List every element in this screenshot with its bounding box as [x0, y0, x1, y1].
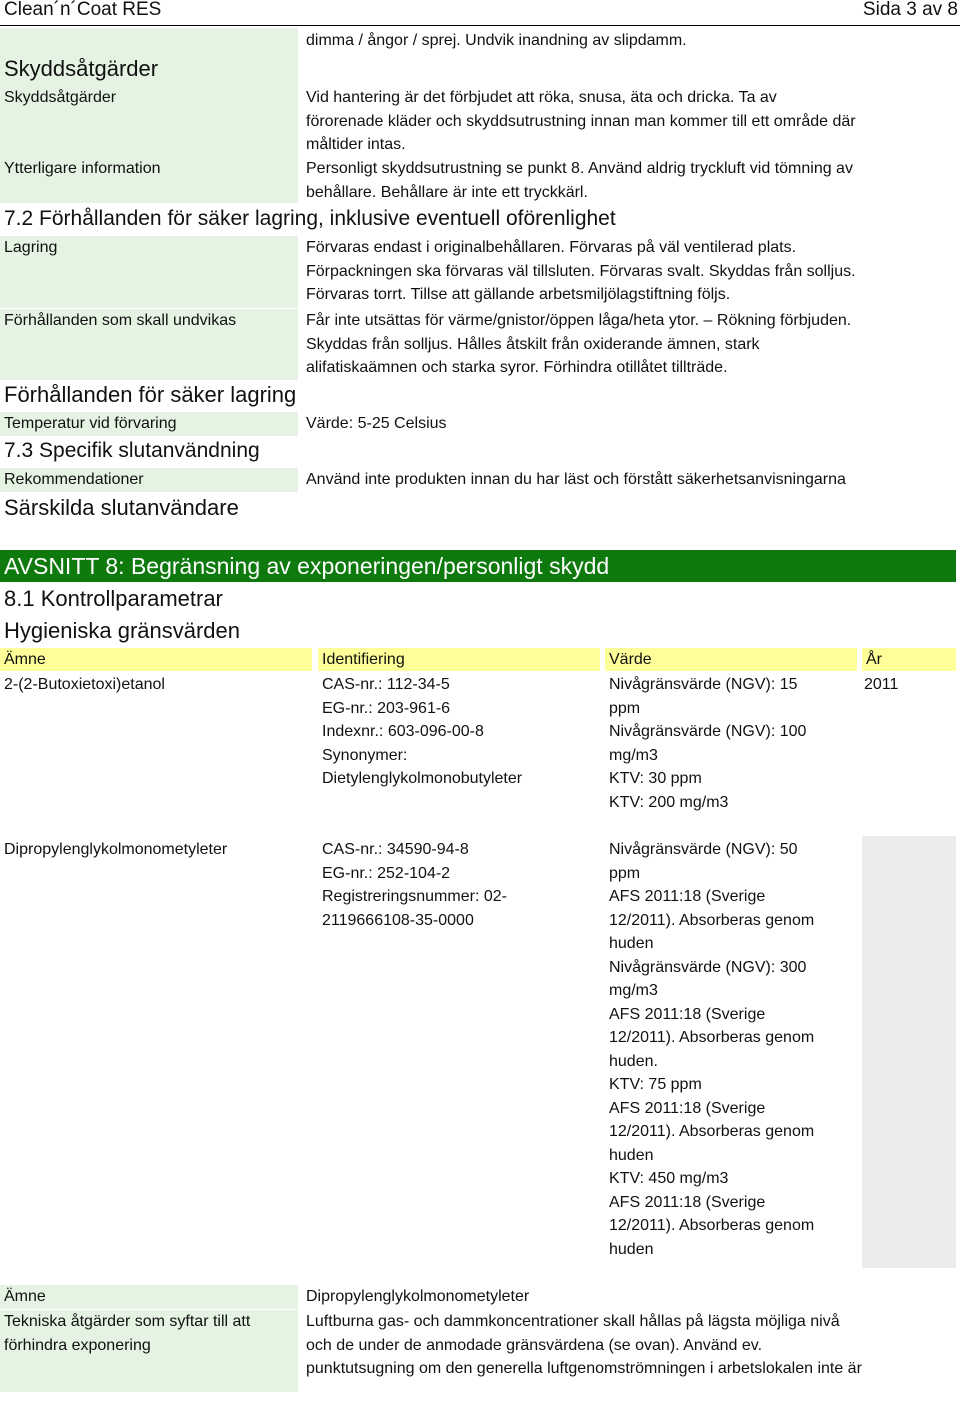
continuation-text: dimma / ångor / sprej. Undvik inandning av slipdamm.	[306, 32, 687, 49]
section-7-3-heading: 7.3 Specifik slutanvändning	[4, 439, 260, 462]
storage-label: Lagring	[0, 236, 298, 308]
section-8-banner: AVSNITT 8: Begränsning av exponeringen/personligt skydd	[0, 550, 956, 582]
col-header-identification: Identifiering	[318, 648, 600, 671]
temperature-label: Temperatur vid förvaring	[0, 412, 298, 436]
table-row-substance: Dipropylenglykolmonometyleter	[4, 841, 228, 858]
technical-measures-label: Tekniska åtgärder som syftar till att förhindra exponering	[0, 1310, 298, 1392]
storage-value: Förvaras endast i originalbehållaren. Förvaras på väl ventilerad plats. Förpackningen ska förvaras väl tillsluten. Förvaras svalt. Skyddas från solljus. Förvaras torrt. Tillse att gällande arbetsmiljölagstiftning följs.	[306, 239, 856, 303]
page-header	[0, 0, 960, 26]
section-7-2-heading: 7.2 Förhållanden för säker lagring, inklusive eventuell oförenlighet	[4, 207, 616, 230]
protection-heading: Skyddsåtgärder	[4, 56, 159, 81]
protection-row-label: Skyddsåtgärder	[4, 89, 117, 106]
document-title: Clean´n´Coat RES	[4, 0, 162, 20]
additional-info-value: Personligt skyddsutrustning se punkt 8. Använd aldrig tryckluft vid tömning av behållare. Behållare är inte ett tryckkärl.	[306, 160, 853, 201]
protection-row-value: Vid hantering är det förbjudet att röka, snusa, äta och dricka. Ta av förorenade kläder och skyddsutrustning innan man kommer till ett område där måltider intas.	[306, 89, 856, 153]
avoid-conditions-value: Får inte utsättas för värme/gnistor/öppen låga/heta ytor. – Rökning förbjuden. Skyddas från solljus. Hålles åtskilt från oxiderande ämnen, stark alifatiskaämnen och starka syror. Förhindra otillåtet tillträde.	[306, 312, 852, 376]
substance-label: Ämne	[0, 1285, 298, 1309]
table-row-substance: 2-(2-Butoxietoxi)etanol	[4, 676, 165, 693]
continuation-label-cell	[0, 28, 298, 53]
technical-measures-value: Luftburna gas- och dammkoncentrationer skall hållas på lägsta möjliga nivå och de under de anmodade gränsvärdena (se ovan). Använd ev. punktutsugning om den generella luftgenomströmningen i arbetslokalen inte är	[306, 1313, 862, 1377]
table-row-value: Nivågränsvärde (NGV): 50 ppm AFS 2011:18 (Sverige 12/2011). Absorberas genom huden Nivågränsvärde (NGV): 300 mg/m3 AFS 2011:18 (Sverige 12/2011). Absorberas genom huden. KTV: 75 ppm AFS 2011:18 (Sverige 12/2011). Absorberas genom huden KTV: 450 mg/m3 AFS 2011:18 (Sverige 12/2011). Absorberas genom huden	[609, 841, 815, 1258]
protection-heading-cell	[0, 53, 298, 85]
page-number: Sida 3 av 8	[862, 0, 958, 20]
additional-info-label: Ytterligare information	[4, 160, 161, 177]
special-end-users-heading: Särskilda slutanvändare	[4, 495, 239, 520]
avoid-conditions-label: Förhållanden som skall undvikas	[0, 309, 298, 380]
table-row-identification: CAS-nr.: 112-34-5 EG-nr.: 203-961-6 Indexnr.: 603-096-00-8 Synonymer: Dietylenglykolmonobutyleter	[322, 676, 523, 787]
temperature-value: Värde: 5-25 Celsius	[306, 415, 447, 432]
recommendations-value: Använd inte produkten innan du har läst och förstått säkerhetsanvisningarna	[306, 471, 846, 488]
col-header-value: Värde	[605, 648, 857, 671]
table-row-value: Nivågränsvärde (NGV): 15 ppm Nivågränsvärde (NGV): 100 mg/m3 KTV: 30 ppm KTV: 200 mg/m3	[609, 676, 807, 811]
recommendations-label: Rekommendationer	[0, 468, 298, 492]
year-cell-empty	[862, 836, 956, 1268]
col-header-year: År	[862, 648, 956, 671]
col-header-substance: Ämne	[0, 648, 312, 671]
storage-conditions-heading: Förhållanden för säker lagring	[4, 382, 297, 407]
exposure-limits-heading: Hygieniska gränsvärden	[4, 618, 241, 643]
table-row-identification: CAS-nr.: 34590-94-8 EG-nr.: 252-104-2 Registreringsnummer: 02- 2119666108-35-0000	[322, 841, 507, 929]
substance-value: Dipropylenglykolmonometyleter	[306, 1288, 530, 1305]
section-8-1-heading: 8.1 Kontrollparametrar	[4, 586, 223, 611]
table-row-year: 2011	[864, 676, 899, 693]
